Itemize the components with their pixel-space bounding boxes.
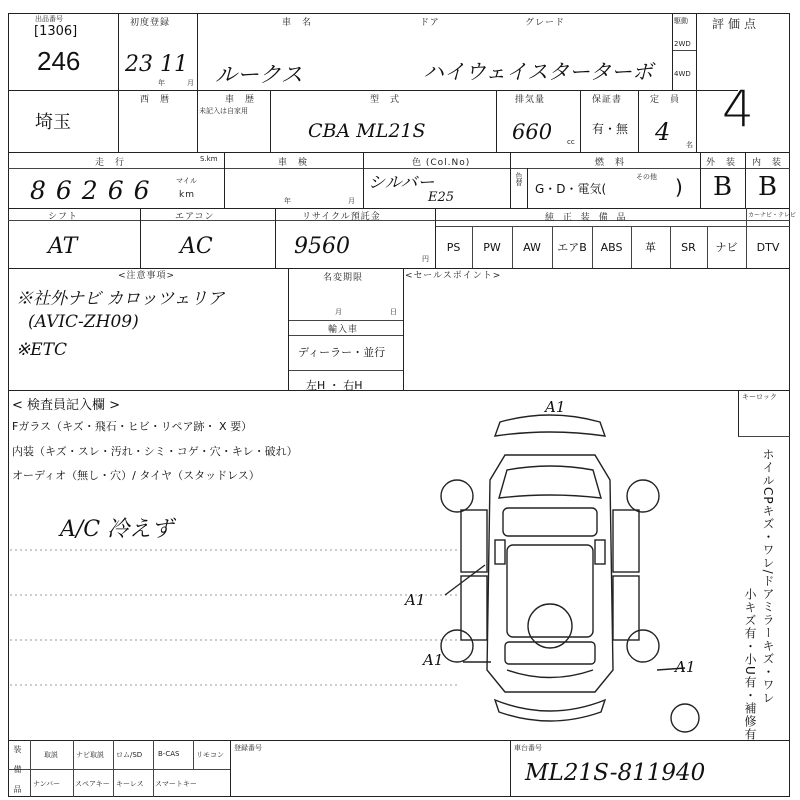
interior-value: B (758, 172, 778, 202)
km-unit: km (179, 190, 195, 200)
interior-label: 内 装 (752, 158, 783, 168)
sales-label: <セールスポイント> (405, 271, 502, 281)
v-caution (288, 268, 289, 390)
car-name-value: ルークス (215, 63, 303, 88)
recycle-label: リサイクル預託金 (302, 212, 381, 222)
keylock-label: キーロック (742, 393, 777, 401)
rear-bumper (495, 700, 605, 721)
inspection-label: 車 検 (278, 158, 309, 168)
footer-equip-title: 装 備 品 (13, 745, 22, 795)
equip-navi (707, 226, 746, 268)
legend-col-2: 小キズ有・小U有・補修有 (743, 588, 757, 741)
yen-unit: 円 (422, 255, 429, 263)
region-value: 埼玉 (35, 112, 71, 133)
aircon-value: AC (180, 234, 213, 259)
inspector-title: < 検査員記入欄 > (12, 398, 121, 413)
fuel-label: 燃 料 (595, 158, 626, 168)
meigi-bottom-line (288, 320, 403, 321)
mileage-value: 86266 (30, 176, 160, 205)
equip-pw (472, 226, 512, 268)
fuel-other: その他 (636, 173, 657, 181)
footer-item-7: スペアキー (75, 780, 110, 788)
model-value: CBA ML21S (308, 120, 426, 142)
row3-bottom-line (8, 208, 790, 209)
footer-item-4: B-CAS (158, 750, 180, 758)
leader-left (445, 565, 485, 595)
inspection-year: 年 (284, 197, 291, 205)
mark-rear-left: A1 (423, 651, 444, 669)
rear-right-wheel (627, 630, 659, 662)
meigi-label: 名変期限 (323, 273, 364, 283)
capacity-label: 定 員 (650, 95, 681, 105)
v-mileage (224, 152, 225, 208)
caution-line-2: (AVIC-ZH09) (28, 312, 139, 332)
mark-front: A1 (545, 400, 566, 416)
v-fuel (700, 152, 701, 208)
rear-left-wheel (441, 630, 473, 662)
v-warranty (638, 90, 639, 152)
v-foot4 (153, 740, 154, 797)
capacity-unit: 名 (686, 141, 693, 149)
chassis-value: ML21S-811940 (525, 760, 706, 786)
steering-value: 左H ・ 右H (306, 379, 363, 392)
equip-ps-text: PS (446, 240, 461, 254)
front-right-wheel (627, 480, 659, 512)
left-mirror (495, 540, 505, 564)
equip-navi-text: ナビ (715, 241, 738, 254)
meigi-month: 月 (335, 308, 342, 316)
rear-window (505, 642, 595, 664)
front-left-wheel (441, 480, 473, 512)
warranty-value: 有・無 (592, 122, 629, 136)
v-aircon (275, 208, 276, 268)
import-label: 輸入車 (328, 325, 359, 335)
v-model (496, 90, 497, 152)
legend-col-1: ホイルCPキズ・ワレ/ドアミラーキズ・ワレ (761, 448, 775, 705)
equip-dtv (746, 226, 790, 268)
color-label: 色 (Col.No) (412, 158, 471, 168)
caution-line-3: ※ETC (16, 340, 67, 360)
rear-right-door (613, 576, 639, 640)
exterior-value: B (713, 172, 733, 202)
equip-abs-text: ABS (600, 240, 623, 254)
drive-split-line (672, 50, 696, 51)
spare-tire (671, 704, 699, 732)
v-firstreg (197, 13, 198, 152)
drive-label: 駆動 (674, 17, 688, 25)
meter-label: S.km (200, 155, 218, 163)
equip-abs (592, 226, 631, 268)
mark-rear-right: A1 (675, 658, 696, 676)
roof (507, 545, 593, 637)
car-body-outline (487, 455, 613, 692)
score-value: 4 (722, 80, 754, 138)
year-unit: 年 (158, 79, 165, 87)
lot-number: 246 (37, 46, 81, 76)
color-code: E25 (428, 190, 455, 205)
drive-2wd: 2WD (674, 40, 691, 48)
color-change-label: 色替 (515, 172, 523, 186)
windshield (503, 508, 597, 536)
footer-item-8: キーレス (116, 780, 144, 788)
inspector-line-1: Fガラス（キズ・飛石・ヒビ・リペア跡・ X 要） (12, 420, 253, 433)
v-displacement (580, 90, 581, 152)
row2-bottom-line (8, 152, 790, 153)
v-exterior (745, 152, 746, 208)
equip-aw (512, 226, 552, 268)
note-guide-lines (10, 540, 460, 730)
equip-leather-text: 革 (645, 241, 656, 254)
car-damage-diagram (395, 400, 735, 740)
grade-label: グレード (525, 18, 566, 28)
v-drive-right (696, 13, 697, 152)
footer-item-6: ナンバー (33, 780, 61, 788)
tv-label: カーナビ・テレビ (748, 212, 796, 219)
drive-4wd: 4WD (674, 70, 691, 78)
v-foot5 (193, 740, 194, 769)
footer-mid-line (8, 769, 230, 770)
equipment-label: 純 正 装 備 品 (545, 213, 629, 223)
inspector-line-3: オーディオ（無し・穴）/ タイヤ（スタッドレス） (12, 469, 260, 482)
caution-line-1: ※社外ナビ カロッツェリア (16, 289, 225, 309)
era-label: 西 暦 (140, 95, 171, 105)
mileage-label: 走 行 (95, 158, 126, 168)
recycle-value: 9560 (294, 234, 350, 259)
exterior-label: 外 装 (706, 158, 737, 168)
equip-ps (435, 226, 472, 268)
equip-sr (670, 226, 707, 268)
meigi-day: 日 (390, 308, 397, 316)
front-right-door (613, 510, 639, 572)
car-name-label: 車 名 (282, 18, 313, 28)
v-foot3 (113, 740, 114, 797)
front-left-door (461, 510, 487, 572)
footer-item-2: ナビ取説 (76, 751, 104, 759)
notes-bottom-line (8, 390, 790, 391)
equip-dtv-text: DTV (756, 240, 780, 254)
inspector-bottom-line (8, 740, 790, 741)
grade-value: ハイウェイスターターボ (423, 60, 653, 84)
displacement-label: 排気量 (515, 95, 546, 105)
v-foot7 (510, 740, 511, 797)
import-value: ディーラー・並行 (298, 346, 386, 359)
rear-left-door (461, 576, 487, 640)
keylock-bottom-line (738, 436, 790, 437)
chassis-label: 車台番号 (514, 744, 542, 752)
warranty-label: 保証書 (592, 95, 623, 105)
v-keylock (738, 390, 739, 436)
v-drive-left (672, 13, 673, 90)
equip-leather (631, 226, 670, 268)
history-sub: 未記入は自家用 (199, 107, 248, 115)
month-unit: 月 (187, 79, 194, 87)
color-value: シルバー (368, 173, 435, 193)
displacement-value: 660 (512, 120, 553, 144)
equip-airbag-text: エアB (557, 241, 587, 254)
lot-code: [1306] (34, 24, 78, 39)
v-lot (118, 13, 119, 152)
equip-airbag (552, 226, 592, 268)
v-colorchange (527, 168, 528, 208)
first-reg-value: 23 11 (125, 52, 188, 77)
v-color (510, 152, 511, 208)
door-label: ドア (420, 18, 440, 28)
import-mid-line (288, 370, 403, 371)
v-inspection (363, 152, 364, 208)
caution-label: <注意事項> (118, 271, 176, 281)
history-label: 車 歴 (225, 95, 256, 105)
first-reg-label: 初度登録 (130, 18, 171, 28)
inspector-line-2: 内装（キズ・スレ・汚れ・シミ・コゲ・穴・キレ・破れ） (12, 445, 298, 458)
right-mirror (595, 540, 605, 564)
shift-value: AT (48, 234, 78, 259)
footer-item-9: スマートキー (155, 780, 197, 788)
equip-aw-text: AW (523, 240, 541, 254)
equip-pw-text: PW (483, 240, 501, 254)
inspection-month: 月 (348, 197, 355, 205)
mile-unit: マイル (176, 177, 197, 185)
score-label: 評価点 (712, 17, 761, 31)
lot-code-label: 出品番号 (35, 15, 63, 23)
footer-item-1: 取説 (44, 751, 58, 759)
capacity-value: 4 (655, 118, 671, 146)
fuel-close: ) (675, 175, 683, 199)
import-header-line (288, 335, 403, 336)
model-label: 型 式 (370, 95, 401, 105)
rear-gate (507, 670, 593, 678)
equip-sr-text: SR (681, 240, 696, 254)
inspector-handwritten: A/C 冷えず (60, 517, 174, 542)
v-foot1 (30, 740, 31, 797)
footer-item-3: ロム/SD (116, 751, 143, 759)
hood (499, 466, 601, 498)
v-meigi (403, 268, 404, 390)
v-history (270, 90, 271, 152)
v-shift (140, 208, 141, 268)
footer-item-5: リモコン (196, 751, 224, 759)
shift-label: シフト (48, 212, 79, 222)
v-foot6 (230, 740, 231, 797)
mark-left: A1 (405, 591, 426, 609)
row4-header-line (8, 220, 790, 221)
cc-unit: cc (567, 138, 575, 146)
reg-no-label: 登録番号 (234, 744, 262, 752)
front-bumper (495, 415, 605, 436)
fuel-options: G・D・電気( (535, 182, 607, 196)
aircon-label: エアコン (175, 212, 215, 222)
v-foot2 (73, 740, 74, 797)
